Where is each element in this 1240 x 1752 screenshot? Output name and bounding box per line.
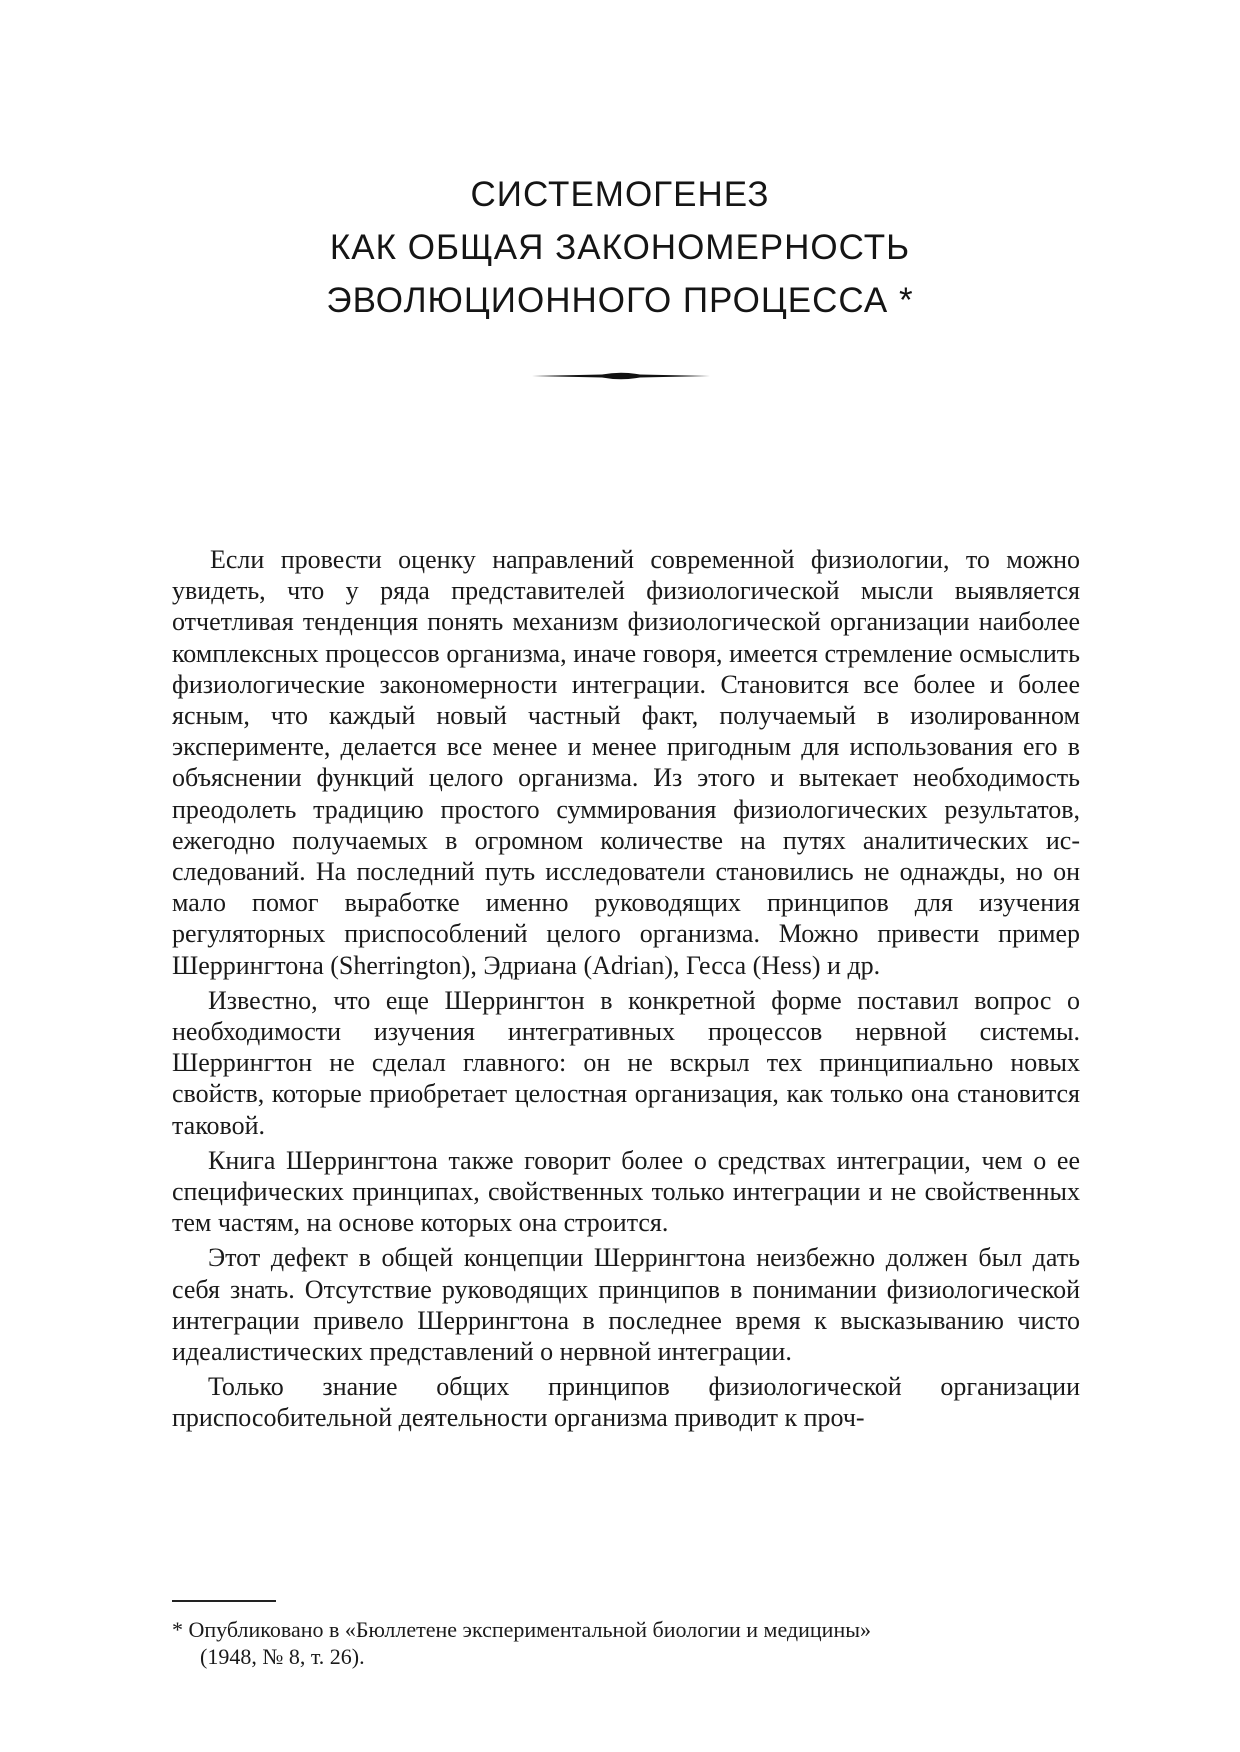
paragraph-1: Если провести оценку направлений современной физиологии, то можно увидеть, что у ряда представителей физиологической мысли выявляется отчетливая тенденция понять механизм физиологической организации наиболее комплексных процессов организма, иначе говоря, имеется стремление осмыслить физиологические закономерности интеграции. Становится все более и более ясным, что каждый новый частный факт, получаемый в изолированном эксперименте, делается все менее и менее пригодным для использования его в объяснении функций целого организма. Из этого и вытекает необходимость преодолеть традицию простого суммирования физиологических результатов, ежегодно получаемых в огромном количестве на путях аналитических исследований. На последний путь исследователи становились не однажды, но он мало помог выработке именно руководящих принципов для изучения регуляторных приспособлений целого организма. Можно привести пример Шеррингтона (Sherrington), Эдриана (Adrian), Гесса (Hess) и др. — [172, 545, 1080, 980]
paragraph-2: Известно, что еще Шеррингтон в конкретной форме поставил вопрос о необходимости изучения интегративных процессов нервной системы. Шеррингтон не сделал главного: он не вскрыл тех принципиально новых свойств, которые приобретает целостная организация, как только она становится таковой. — [172, 985, 1080, 1140]
title-ornament-divider — [532, 370, 710, 382]
footnote-rule — [172, 1600, 276, 1602]
article-body — [172, 544, 1080, 1438]
footnote — [172, 1616, 1082, 1670]
title-line-2: КАК ОБЩАЯ ЗАКОНОМЕРНОСТЬ — [329, 228, 911, 267]
title-line-1: СИСТЕМОГЕНЕЗ — [470, 175, 770, 214]
footnote-line-1: * Опубликовано в «Бюллетене экспериментальной биологии и медицины» — [172, 1617, 872, 1642]
paragraph-5: Только знание общих принципов физиологической организации приспособительной деятельности организма приводит к проч- — [172, 1372, 1080, 1433]
paragraph-4: Этот дефект в общей концепции Шеррингтона неизбежно должен был дать себя знать. Отсутствие руководящих принципов в понимании физиологической интеграции привело Шеррингтона в последнее время к высказыванию чисто идеалистических представлений о нервной интеграции. — [172, 1243, 1080, 1367]
footnote-line-2: (1948, № 8, т. 26). — [200, 1644, 365, 1669]
paragraph-3: Книга Шеррингтона также говорит более о средствах интеграции, чем о ее специфических принципах, свойственных только интеграции и не свойственных тем частям, на основе которых она строится. — [172, 1145, 1080, 1238]
article-title — [0, 168, 1240, 327]
title-line-3: ЭВОЛЮЦИОННОГО ПРОЦЕССА * — [326, 281, 914, 320]
